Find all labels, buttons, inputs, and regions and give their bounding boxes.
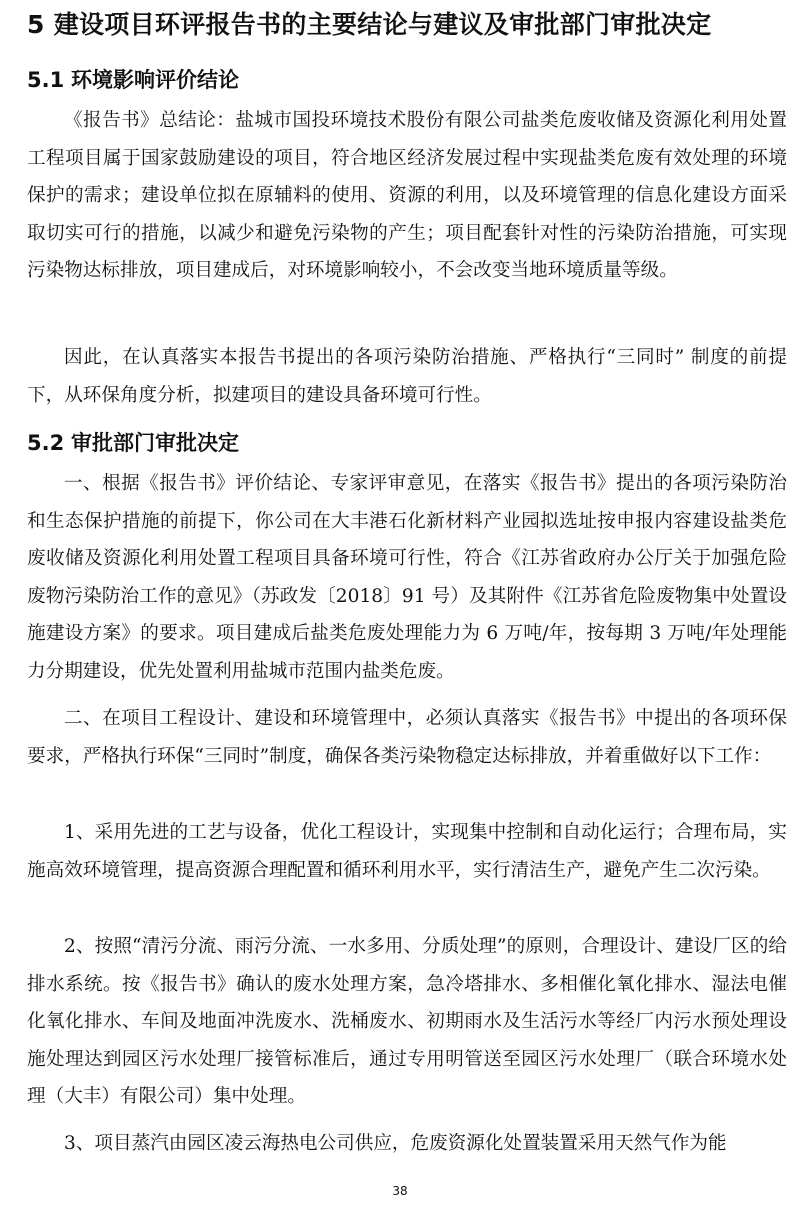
paragraph-subitem-2: 2、按照“清污分流、雨污分流、一水多用、分质处理”的原则，合理设计、建设厂区的给排水系统。按《报告书》确认的废水处理方案，急冷塔排水、多相催化氧化排水、湿法电催化氧化排水、车间及地面冲洗废水、洗桶废水、初期雨水及生活污水等经厂内污水预处理设施处理达到园区污水处理厂接管标准后，通过专用明管送至园区污水处理厂（联合环境水处理（大丰）有限公司）集中处理。 — [27, 936, 787, 1107]
paragraph-subitem-3: 3、项目蒸汽由园区凌云海热电公司供应，危废资源化处置装置采用天然气作为能 — [64, 1133, 727, 1154]
paragraph-subitem-1: 1、采用先进的工艺与设备，优化工程设计，实现集中控制和自动化运行；合理布局，实施高效环境管理，提高资源合理配置和循环利用水平，实行清洁生产，避免产生二次污染。 — [27, 822, 787, 881]
section-title: 环境影响评价结论 — [71, 68, 239, 92]
paragraph-item-1: 一、根据《报告书》评价结论、专家评审意见，在落实《报告书》提出的各项污染防治和生态保护措施的前提下，你公司在大丰港石化新材料产业园拟选址按申报内容建设盐类危废收储及资源化利用处置工程项目具备环境可行性，符合《江苏省政府办公厅关于加强危险废物污染防治工作的意见》（苏政发〔2018〕91 号）及其附件《江苏省危险废物集中处置设施建设方案》的要求。项目建成后盐类危废处理能力为 6 万吨/年，按每期 3 万吨/年处理能力分期建设，优先处置利用盐城市范围内盐类危废。 — [27, 473, 787, 682]
section-number: 5.2 — [27, 431, 65, 455]
section-title: 审批部门审批决定 — [71, 431, 239, 455]
paragraph-item-2: 二、在项目工程设计、建设和环境管理中，必须认真落实《报告书》中提出的各项环保要求，严格执行环保“三同时”制度，确保各类污染物稳定达标排放，并着重做好以下工作： — [27, 708, 787, 767]
page-number: 38 — [392, 1184, 408, 1198]
section-number: 5.1 — [27, 68, 65, 92]
paragraph-conclusion: 《报告书》总结论：盐城市国投环境技术股份有限公司盐类危废收储及资源化利用处置工程项目属于国家鼓励建设的项目，符合地区经济发展过程中实现盐类危废有效处理的环境保护的需求；建设单位拟在原辅料的使用、资源的利用，以及环境管理的信息化建设方面采取切实可行的措施，以减少和避免污染物的产生；项目配套针对性的污染防治措施，可实现污染物达标排放，项目建成后，对环境影响较小，不会改变当地环境质量等级。 — [27, 110, 787, 281]
section-heading-5-1 — [27, 65, 239, 95]
section-heading-5-2 — [27, 428, 239, 458]
paragraph-therefore: 因此，在认真落实本报告书提出的各项污染防治措施、严格执行“三同时” 制度的前提下，从环保角度分析，拟建项目的建设具备环境可行性。 — [27, 347, 787, 406]
chapter-title: 5 建设项目环评报告书的主要结论与建议及审批部门审批决定 — [27, 10, 712, 39]
